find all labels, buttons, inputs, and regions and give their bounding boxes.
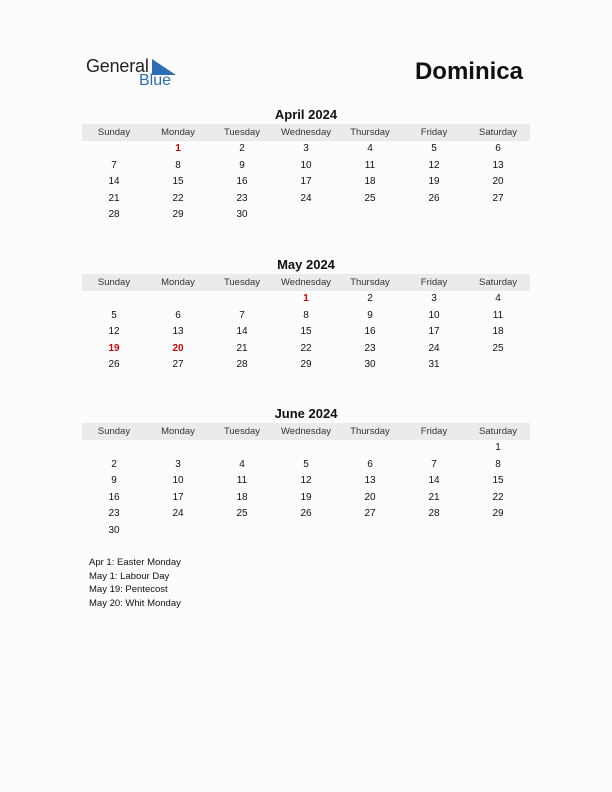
- day-cell: 15: [492, 475, 504, 486]
- weekday-label: Friday: [420, 426, 448, 437]
- week-row: [82, 174, 530, 191]
- day-cell: 8: [495, 458, 501, 470]
- holiday-day-cell: 1: [303, 293, 309, 304]
- weekday-label: Thursday: [350, 277, 390, 288]
- holiday-list-item: May 19: Pentecost: [89, 584, 168, 596]
- country-title: Dominica: [414, 58, 523, 85]
- day-cell: 12: [108, 326, 120, 337]
- day-cell: 19: [428, 176, 440, 187]
- month-may: [82, 256, 530, 374]
- weekday-label: Tuesday: [223, 127, 261, 138]
- day-cell: 10: [428, 309, 440, 321]
- weekday-header: [82, 274, 530, 291]
- day-cell: [466, 357, 530, 374]
- weekday-label: Monday: [161, 127, 195, 138]
- week-row: [82, 341, 530, 358]
- day-cell: 12: [428, 159, 440, 171]
- day-cell: 27: [364, 508, 376, 519]
- day-cell: 28: [428, 508, 440, 519]
- day-cell: 26: [108, 359, 120, 370]
- day-cell: 9: [239, 159, 245, 171]
- weekday-label: Thursday: [350, 426, 390, 437]
- day-cell: 11: [364, 159, 376, 171]
- day-cell: 25: [236, 508, 248, 519]
- day-cell: 26: [428, 192, 440, 204]
- day-cell: 13: [172, 326, 184, 337]
- day-cell: 23: [236, 192, 248, 204]
- day-cell: 16: [108, 491, 120, 503]
- day-cell: [210, 440, 274, 457]
- week-row: [82, 357, 530, 374]
- holiday-day-cell: 20: [172, 342, 184, 354]
- day-cell: [274, 440, 338, 457]
- weekday-label: Monday: [161, 277, 195, 288]
- month-june: [82, 405, 530, 539]
- day-cell: 14: [108, 176, 120, 187]
- weekday-header: [82, 423, 530, 440]
- day-cell: 22: [172, 192, 184, 204]
- day-cell: 6: [495, 143, 501, 154]
- week-row: [82, 490, 530, 507]
- day-cell: 10: [172, 475, 184, 486]
- week-row: [82, 308, 530, 325]
- weekday-label: Sunday: [97, 127, 131, 138]
- day-cell: [338, 207, 402, 224]
- weekday-label: Saturday: [478, 426, 518, 437]
- week-row: [82, 440, 530, 457]
- day-cell: 6: [175, 309, 181, 321]
- weekday-label: Thursday: [350, 127, 390, 138]
- day-cell: 9: [111, 475, 117, 486]
- day-cell: 30: [364, 359, 376, 370]
- day-cell: 29: [300, 359, 312, 370]
- day-cell: 28: [108, 209, 120, 220]
- day-cell: 4: [239, 458, 245, 470]
- day-cell: 5: [431, 143, 437, 154]
- weekday-label: Friday: [420, 277, 448, 288]
- day-cell: 16: [236, 176, 248, 187]
- day-cell: 3: [175, 458, 181, 470]
- day-cell: 7: [239, 309, 245, 321]
- month-title: June 2024: [274, 406, 338, 421]
- weekday-label: Sunday: [97, 277, 131, 288]
- day-cell: 30: [236, 209, 248, 220]
- day-cell: 4: [367, 143, 373, 154]
- day-cell: 15: [300, 326, 312, 337]
- day-cell: 31: [428, 359, 440, 370]
- day-cell: 18: [236, 491, 248, 503]
- logo-word-blue: Blue: [139, 72, 172, 89]
- day-cell: 17: [428, 326, 440, 337]
- day-cell: 18: [492, 326, 504, 337]
- weekday-label: Wednesday: [281, 277, 331, 288]
- day-cell: 4: [495, 293, 501, 304]
- day-cell: 19: [300, 491, 312, 503]
- day-cell: 18: [364, 176, 376, 187]
- day-cell: 27: [492, 192, 504, 204]
- day-cell: 1: [495, 442, 501, 453]
- day-cell: 2: [367, 293, 373, 304]
- day-cell: 21: [236, 342, 248, 354]
- week-row: [82, 506, 530, 523]
- day-cell: 14: [236, 326, 248, 337]
- weekday-label: Saturday: [478, 277, 518, 288]
- day-cell: 2: [239, 143, 245, 154]
- day-cell: [402, 440, 466, 457]
- day-cell: 8: [303, 309, 309, 321]
- day-cell: 22: [492, 491, 504, 503]
- holiday-day-cell: 19: [108, 342, 120, 354]
- day-cell: [146, 291, 210, 308]
- day-cell: 14: [428, 475, 440, 486]
- holiday-list-item: May 20: Whit Monday: [89, 598, 181, 610]
- week-row: [82, 141, 530, 158]
- day-cell: 12: [300, 475, 312, 486]
- day-cell: 20: [364, 491, 376, 503]
- day-cell: 13: [492, 159, 504, 171]
- month-title: April 2024: [274, 107, 338, 122]
- day-cell: [338, 440, 402, 457]
- day-cell: [146, 523, 210, 540]
- weekday-label: Friday: [420, 127, 448, 138]
- day-cell: [82, 440, 146, 457]
- logo-word-general: General: [86, 56, 149, 76]
- day-cell: 3: [303, 143, 309, 154]
- day-cell: [402, 207, 466, 224]
- day-cell: [82, 141, 146, 158]
- holiday-day-cell: 1: [175, 143, 181, 154]
- day-cell: 25: [364, 192, 376, 204]
- day-cell: 2: [111, 458, 117, 470]
- day-cell: 6: [367, 458, 373, 470]
- weekday-label: Monday: [161, 426, 195, 437]
- day-cell: 9: [367, 309, 373, 321]
- week-row: [82, 324, 530, 341]
- week-row: [82, 191, 530, 208]
- day-cell: [466, 207, 530, 224]
- day-cell: 24: [428, 342, 440, 354]
- day-cell: 26: [300, 508, 312, 519]
- day-cell: 23: [364, 342, 376, 354]
- week-row: [82, 291, 530, 308]
- day-cell: 24: [172, 508, 184, 519]
- holiday-list: [89, 556, 181, 611]
- weekday-label: Sunday: [97, 426, 131, 437]
- week-row: [82, 473, 530, 490]
- day-cell: 10: [300, 159, 312, 171]
- day-cell: 25: [492, 342, 504, 354]
- weekday-label: Saturday: [478, 127, 518, 138]
- weekday-label: Tuesday: [223, 277, 261, 288]
- general-blue-logo: [86, 56, 186, 94]
- day-cell: 5: [303, 458, 309, 470]
- day-cell: [210, 291, 274, 308]
- week-row: [82, 523, 530, 540]
- day-cell: [146, 440, 210, 457]
- weekday-header: [82, 124, 530, 141]
- day-cell: [210, 523, 274, 540]
- day-cell: 30: [108, 524, 120, 536]
- day-cell: [338, 523, 402, 540]
- day-cell: 7: [111, 159, 117, 171]
- day-cell: [402, 523, 466, 540]
- week-row: [82, 457, 530, 474]
- holiday-list-item: May 1: Labour Day: [89, 570, 170, 582]
- month-title: May 2024: [277, 257, 335, 272]
- week-row: [82, 207, 530, 224]
- day-cell: 29: [172, 209, 184, 220]
- weekday-label: Wednesday: [281, 426, 331, 437]
- day-cell: 23: [108, 508, 120, 519]
- day-cell: 17: [172, 491, 184, 503]
- day-cell: 21: [428, 491, 440, 503]
- week-row: [82, 158, 530, 175]
- day-cell: 20: [492, 176, 504, 187]
- day-cell: 15: [172, 176, 184, 187]
- day-cell: 13: [364, 475, 376, 486]
- month-april: [82, 106, 530, 224]
- day-cell: 11: [236, 475, 248, 486]
- day-cell: 11: [492, 309, 504, 321]
- day-cell: 28: [236, 359, 248, 370]
- day-cell: [274, 523, 338, 540]
- day-cell: 24: [300, 192, 312, 204]
- day-cell: 7: [431, 458, 437, 470]
- day-cell: [466, 523, 530, 540]
- day-cell: 29: [492, 508, 504, 519]
- day-cell: 8: [175, 159, 181, 171]
- day-cell: 16: [364, 326, 376, 337]
- day-cell: 27: [172, 359, 184, 370]
- holiday-list-item: Apr 1: Easter Monday: [89, 557, 181, 568]
- day-cell: 21: [108, 192, 120, 204]
- day-cell: 22: [300, 342, 312, 354]
- day-cell: [82, 291, 146, 308]
- weekday-label: Wednesday: [281, 127, 331, 138]
- weekday-label: Tuesday: [223, 426, 261, 437]
- day-cell: 17: [300, 176, 312, 187]
- day-cell: [274, 207, 338, 224]
- day-cell: 3: [431, 293, 437, 304]
- day-cell: 5: [111, 309, 117, 321]
